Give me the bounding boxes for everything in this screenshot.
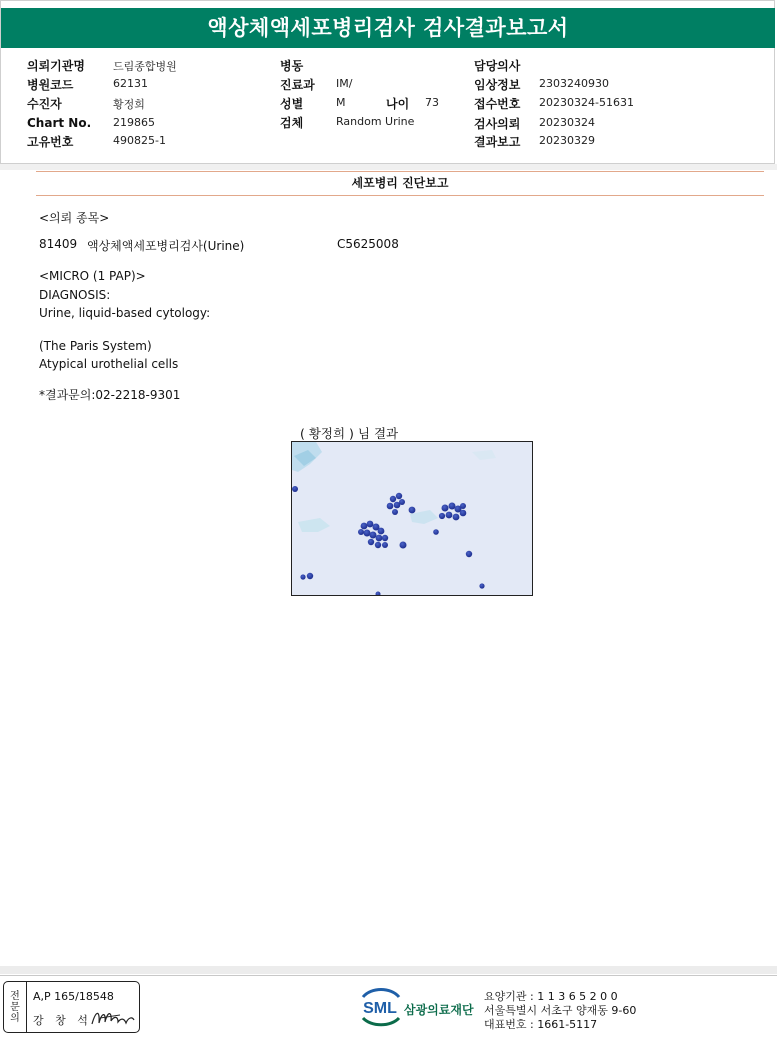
request-heading: <의뢰 종목> xyxy=(39,211,110,225)
section-title: 세포병리 진단보고 xyxy=(351,176,449,190)
request-date-value: 20230324 xyxy=(539,116,595,129)
sex-label: 성별 xyxy=(280,97,304,111)
sml-logo-icon xyxy=(357,987,403,1027)
receipt-no-label: 접수번호 xyxy=(474,97,521,111)
specimen-label: 검체 xyxy=(280,116,304,130)
diagnosis-label: DIAGNOSIS: xyxy=(39,288,111,302)
chart-no-label: Chart No. xyxy=(27,116,92,130)
receipt-no-value: 20230324-51631 xyxy=(539,96,634,109)
diagnosis-specimen: Urine, liquid-based cytology: xyxy=(39,306,211,320)
facility-code: 요양기관 : 1 1 3 6 5 2 0 0 xyxy=(484,990,618,1003)
unique-no-value: 490825-1 xyxy=(113,134,166,147)
department-value: IM/ xyxy=(336,77,353,90)
address: 서울특별시 서초구 양재동 9-60 xyxy=(484,1004,637,1017)
age-label: 나이 xyxy=(386,97,410,111)
image-caption: ( 황정희 ) 님 결과 xyxy=(300,426,399,441)
pathologist-signature-box xyxy=(3,981,140,1033)
patient-name-label: 수진자 xyxy=(27,97,62,111)
test-name: 액상체액세포병리검사(Urine) xyxy=(87,239,245,253)
doctor-label: 담당의사 xyxy=(474,59,521,73)
specialist-label xyxy=(4,982,27,1032)
chart-no-value: 219865 xyxy=(113,116,155,129)
test-code: 81409 xyxy=(39,237,78,251)
patient-name-value: 황정희 xyxy=(113,98,145,111)
signature-scribble xyxy=(90,1006,136,1028)
diagnosis-result: Atypical urothelial cells xyxy=(39,357,179,371)
hospital-code-label: 병원코드 xyxy=(27,78,74,92)
age-value: 73 xyxy=(425,96,439,109)
request-date-label: 검사의뢰 xyxy=(474,117,521,131)
pathologist-name: 강 창 석 xyxy=(33,1014,92,1027)
ap-number: A,P 165/18548 xyxy=(33,990,114,1003)
inquiry-phone: *결과문의:02-2218-9301 xyxy=(39,388,181,402)
specimen-code: C5625008 xyxy=(337,237,399,251)
specimen-value: Random Urine xyxy=(336,115,415,128)
logo-text: SML xyxy=(363,1000,397,1017)
report-date-value: 20230329 xyxy=(539,134,595,147)
phone-number: 대표번호 : 1661-5117 xyxy=(484,1018,598,1031)
footer-separator xyxy=(0,966,777,974)
specialist-text: 전문의 xyxy=(10,990,20,1024)
hospital-code-value: 62131 xyxy=(113,77,148,90)
section-rule-bottom xyxy=(36,195,764,196)
ward-label: 병동 xyxy=(280,59,304,73)
unique-no-label: 고유번호 xyxy=(27,135,74,149)
footer-rule xyxy=(0,975,777,976)
micro-heading: <MICRO (1 PAP)> xyxy=(39,269,146,283)
cytology-micrograph xyxy=(292,442,532,595)
header-separator xyxy=(0,164,777,170)
sex-value: M xyxy=(336,96,346,109)
hospital-value: 드림종합병원 xyxy=(113,60,177,73)
report-date-label: 결과보고 xyxy=(474,135,521,149)
cytology-image xyxy=(291,441,533,596)
organization-name: 삼광의료재단 xyxy=(404,1003,474,1017)
classification-system: (The Paris System) xyxy=(39,339,152,353)
clinical-info-label: 임상정보 xyxy=(474,78,521,92)
clinical-info-value: 2303240930 xyxy=(539,77,609,90)
report-title: 액상체액세포병리검사 검사결과보고서 xyxy=(1,8,775,48)
department-label: 진료과 xyxy=(280,78,315,92)
hospital-label: 의뢰기관명 xyxy=(27,59,85,73)
